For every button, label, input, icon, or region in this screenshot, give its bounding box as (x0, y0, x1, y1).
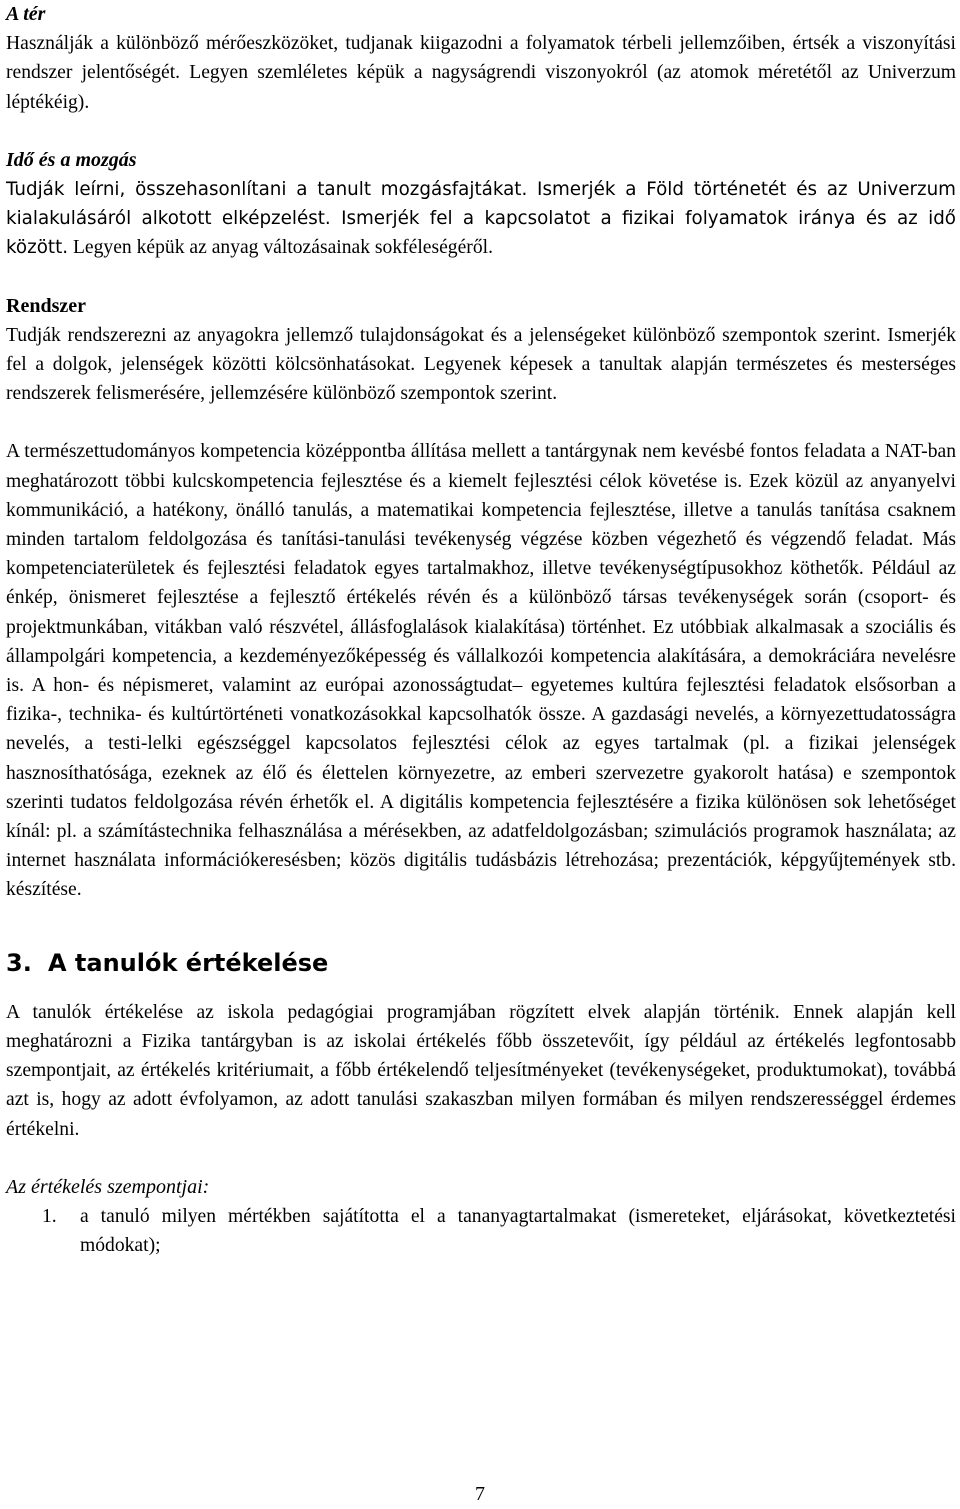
section-body-ido-serif: Legyen képük az anyag változásainak sokféleségéről. (72, 237, 493, 259)
section-body-kompetencia: A természettudományos kompetencia középpontba állítása mellett a tantárgynak nem kevésbé fontos feladata a NAT-ban meghatározott többi kulcskompetencia fejlesztése és a kiemelt fejlesztési célok követése is. Ezek közül az anyanyelvi kommunikáció, a hatékony, önálló tanulás, a matematikai kompetencia fejlesztése, illetve a tanulás tanítása csaknem minden tartalom feldolgozása és tanítási-tanulási tevékenység végzése közben végezhető és végzendő feladat. Más kompetenciaterületek és fejlesztési feladatok egyes tartalmakhoz, illetve tevékenységtípusokhoz köthetők. Például az énkép, önismeret fejlesztése a fejlesztő értékelés révén és a különböző társas tevékenységek során (csoport- és projektmunkában, vitákban való részvétel, állásfoglalások kialakítása) történhet. Ez utóbbiak alkalmasak a szociális és állampolgári kompetencia, a kezdeményezőképesség és vállalkozói kompetencia alakítására, a demokráciára nevelésre is. A hon- és népismeret, valamint az európai azonosságtudat– egyetemes kultúra fejlesztési feladatok elsősorban a fizika-, technika- és kultúrtörténeti vonatkozásokkal kapcsolhatók össze. A gazdasági nevelés, a környezettudatosságra nevelés, a testi-lelki egészséggel kapcsolatos fejlesztési célok az egyes tartalmak (pl. a fizikai jelenségek hasznosíthatósága, ezeknek az élő és élettelen környezetre, az emberi szervezetre gyakorolt hatása) e szempontok szerinti tudatos feldolgozása révén érhetők el. A digitális kompetencia fejlesztésére a fizika különösen sok lehetőséget kínál: pl. a számítástechnika felhasználása a mérésekben, az adatfeldolgozásban; szimulációs programok használata; az internet használata információkeresésben; közös digitális tudásbázis létrehozása; prezentációk, képgyűjtemények stb. készítése. (6, 441, 956, 901)
spacer (6, 117, 956, 146)
section-heading-rendszer: Rendszer (6, 294, 86, 317)
section-body-rendszer: Tudják rendszerezni az anyagokra jellemző tulajdonságokat és a jelenségeket különböző szempontok szerint. Ismerjék fel a dolgok, jelenségek közötti kölcsönhatásokat. Legyenek képesek a tanultak alapján természetes és mesterséges rendszerek felismerésére, jellemzésére különböző szempontok szerint. (6, 324, 956, 405)
section-body-ido-sans: Tudják leírni, összehasonlítani a tanult mozgásfajtákat. Ismerjék a Föld történetét és az Univerzum kialakulásáról alkotott elképzelést. Ismerjék fel a kapcsolatot a fizikai folyamatok iránya és az idő között. (6, 179, 956, 259)
section-body-ter: Használják a különböző mérőeszközöket, tudjanak kiigazodni a folyamatok térbeli jellemzőiben, értsék a viszonyítási rendszer jelentőségét. Legyen szemléletes képük a nagyságrendi viszonyokról (az atomok méretétől az Univerzum léptékéig). (6, 33, 956, 113)
spacer (6, 263, 956, 292)
page-number: 7 (475, 1483, 485, 1505)
section-body-ido (6, 175, 956, 263)
chapter-number: 3. (6, 948, 32, 977)
spacer (6, 1144, 956, 1173)
criteria-item-text: a tanuló milyen mértékben sajátította el a tananyagtartalmakat (ismereteket, eljárásokat, következtetési módokat); (80, 1205, 956, 1257)
spacer (6, 905, 956, 946)
chapter-heading (6, 946, 956, 980)
chapter-intro: A tanulók értékelése az iskola pedagógiai programjában rögzített elvek alapján történik. Ennek alapján kell meghatározni a Fizika tantárgyban is az iskolai értékelés főbb összetevőit, így például az értékelés legfontosabb szempontjait, az értékelés kritériumait, a főbb értékelendő teljesítményeket (tevékenységeket, produktumokat), továbbá azt is, hogy az adott évfolyamon, az adott tanulási szakaszban milyen formában és milyen rendszerességgel érdemes értékelni. (6, 1001, 956, 1140)
section-heading-ido: Idő és a mozgás (6, 148, 137, 171)
criteria-heading: Az értékelés szempontjai: (6, 1175, 210, 1198)
chapter-title: A tanulók értékelése (48, 948, 329, 977)
document-page (6, 0, 956, 1260)
spacer (6, 980, 956, 998)
criteria-item-marker: 1. (42, 1205, 57, 1227)
spacer (6, 408, 956, 437)
criteria-item (6, 1202, 956, 1260)
section-heading-ter: A tér (6, 3, 46, 25)
